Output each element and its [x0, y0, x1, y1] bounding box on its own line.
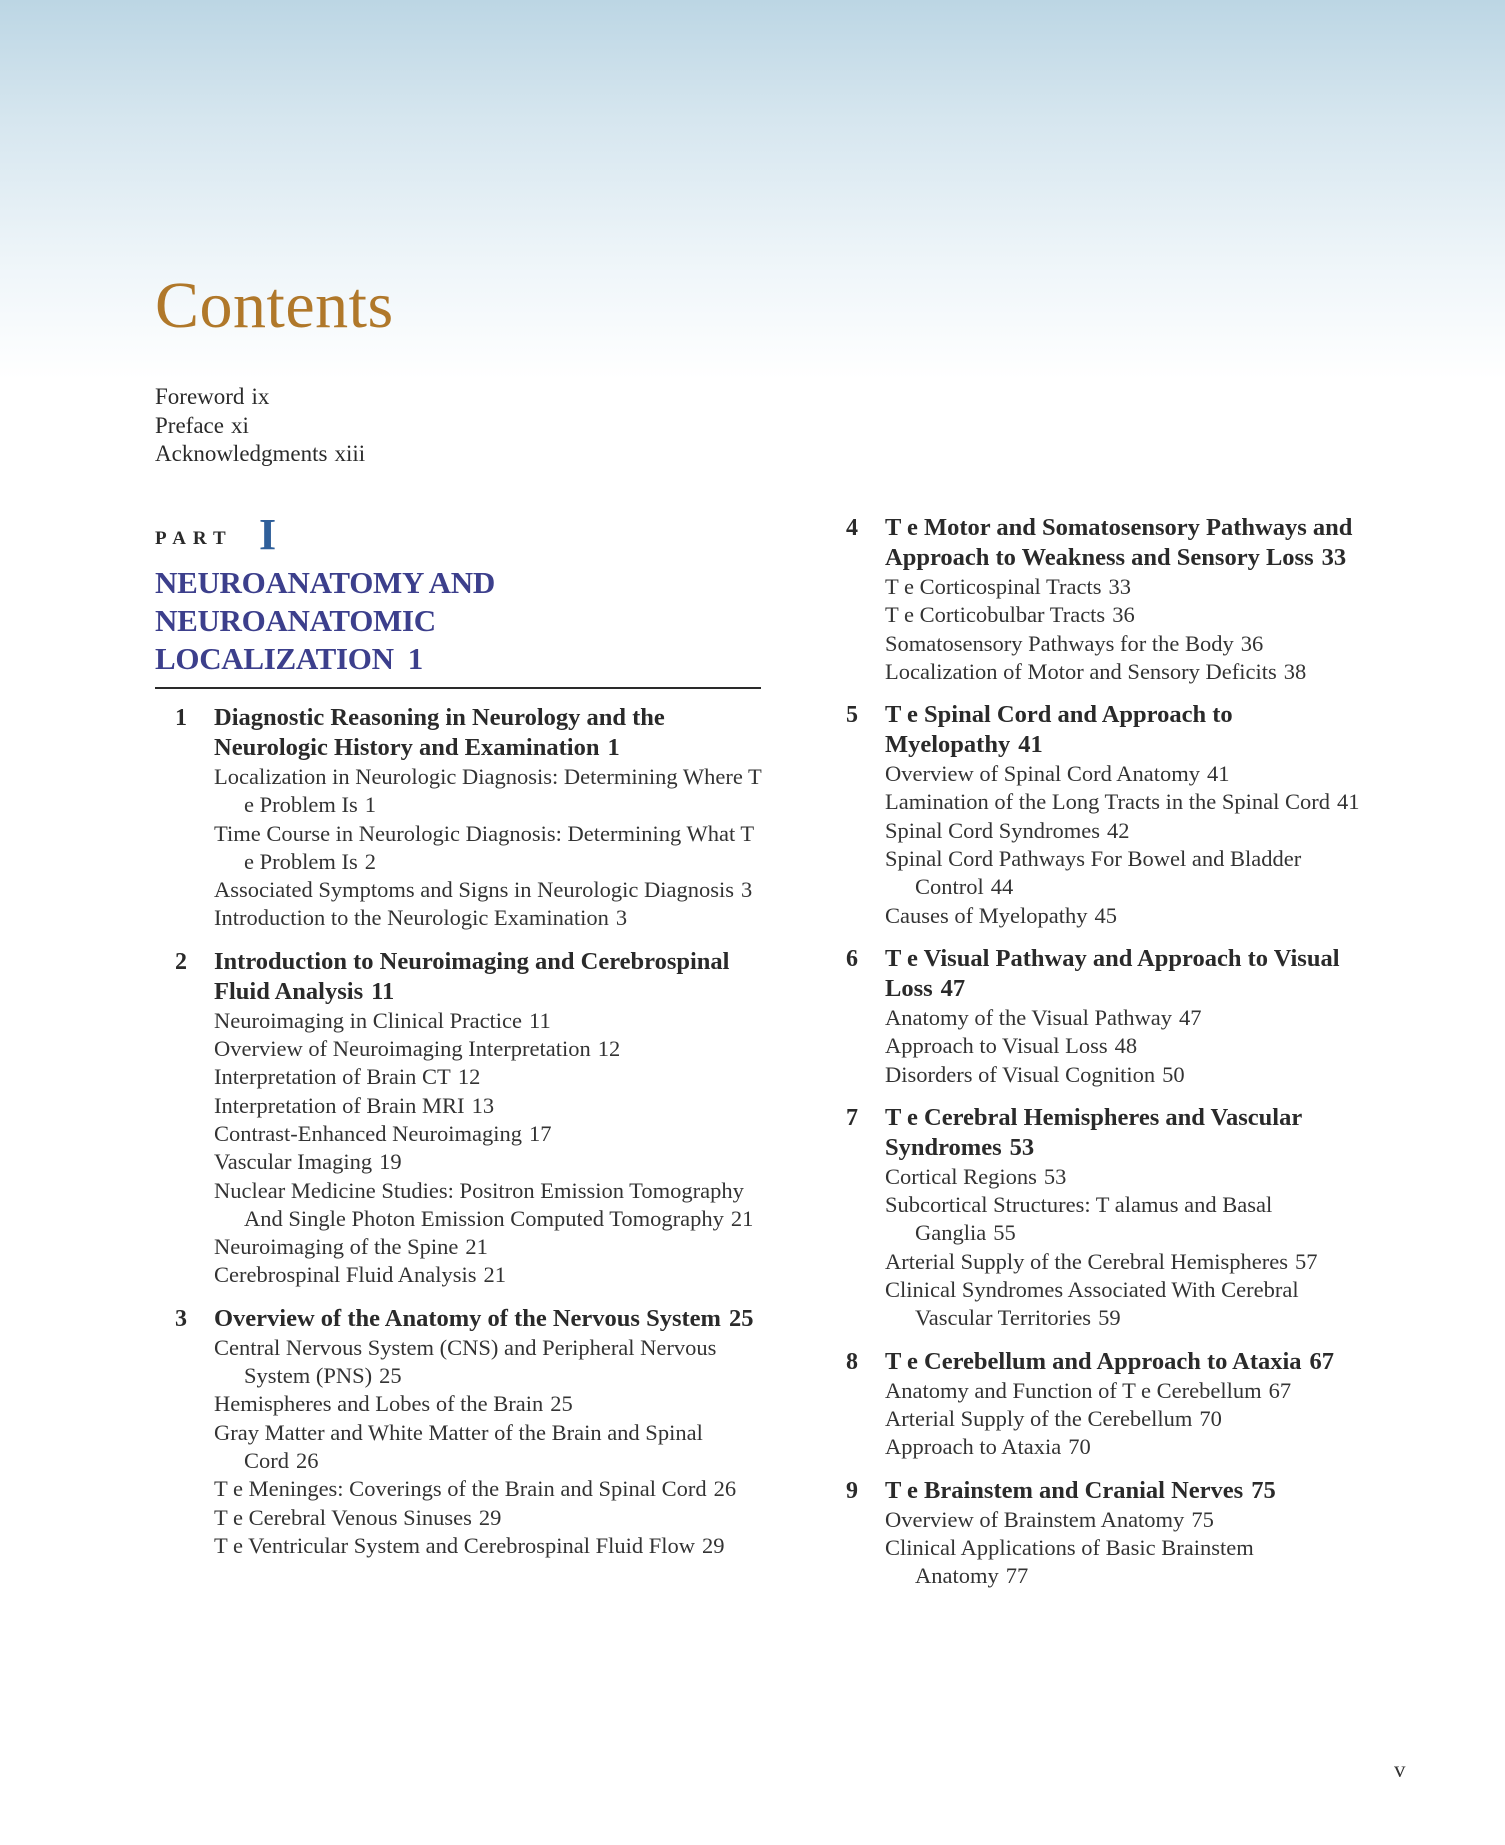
section-page: 70 [1068, 1434, 1091, 1460]
section-title: T e Cerebral Venous Sinuses [214, 1504, 472, 1530]
section-title: Arterial Supply of the Cerebellum [885, 1405, 1193, 1431]
toc-column-right [826, 513, 1366, 1604]
section-page: 3 [615, 905, 628, 931]
chapter-page: 11 [371, 977, 395, 1005]
section-link[interactable] [214, 1233, 765, 1261]
chapter-number: 6 [846, 945, 858, 972]
section-page: 12 [457, 1064, 481, 1090]
section-page: 50 [1162, 1061, 1185, 1087]
front-matter-item-preface[interactable] [155, 412, 365, 441]
section-title: Clinical Applications of Basic Brainstem Anatomy [885, 1534, 1254, 1589]
section-page: 77 [1005, 1563, 1029, 1589]
chapter-page: 33 [1321, 544, 1347, 571]
chapter-title-link[interactable] [214, 947, 765, 1007]
chapter-title: T e Cerebral Hemispheres and Vascular Syndromes [885, 1103, 1302, 1161]
chapter-number: 1 [175, 705, 187, 731]
section-page: 38 [1283, 658, 1307, 684]
section-link[interactable] [885, 630, 1366, 658]
part-title-line: LOCALIZATION [155, 641, 394, 676]
section-page: 67 [1268, 1377, 1292, 1403]
section-link[interactable] [885, 902, 1366, 930]
section-title: Nuclear Medicine Studies: Positron Emission Tomography And Single Photon Emission Computed Tomography [214, 1177, 744, 1231]
chapter-page: 41 [1018, 731, 1043, 759]
part-title-line: NEUROANATOMY AND [155, 565, 495, 600]
front-matter-label: Preface [155, 412, 224, 438]
section-page: 17 [529, 1120, 552, 1146]
chapter-title: T e Motor and Somatosensory Pathways and Approach to Weakness and Sensory Loss [885, 514, 1353, 571]
section-link[interactable] [214, 876, 765, 904]
part-label: PART [155, 528, 233, 549]
chapter-page: 75 [1251, 1476, 1276, 1504]
chapter-number: 8 [846, 1348, 858, 1375]
section-title: Cortical Regions [885, 1163, 1037, 1189]
section-page: 3 [740, 877, 753, 903]
chapter-title-link[interactable] [885, 1103, 1366, 1163]
chapter-entry [155, 703, 765, 933]
section-title: Neuroimaging in Clinical Practice [214, 1007, 523, 1033]
section-page: 29 [701, 1532, 725, 1558]
section-link[interactable] [214, 1390, 765, 1418]
section-link[interactable] [214, 1035, 765, 1063]
section-title: Clinical Syndromes Associated With Cerebral Vascular Territories [885, 1277, 1299, 1331]
chapter-number: 5 [846, 702, 858, 729]
front-matter-page: xi [230, 412, 249, 438]
section-title: Disorders of Visual Cognition [885, 1061, 1156, 1087]
chapter-title-link[interactable] [885, 1476, 1366, 1506]
front-matter-list [155, 383, 365, 469]
section-title: Spinal Cord Pathways For Bowel and Bladder Control [885, 846, 1302, 900]
section-title: Overview of Spinal Cord Anatomy [885, 761, 1200, 787]
section-title: T e Meninges: Coverings of the Brain and Spinal Cord [214, 1476, 707, 1502]
chapter-title: Overview of the Anatomy of the Nervous System [214, 1304, 721, 1332]
section-title: Central Nervous System (CNS) and Peripheral Nervous System (PNS) [214, 1334, 717, 1389]
chapter-number: 7 [846, 1104, 858, 1131]
part-number: I [259, 510, 277, 559]
section-page: 53 [1043, 1163, 1067, 1189]
section-link[interactable] [214, 1120, 765, 1148]
section-link[interactable] [885, 845, 1366, 902]
section-title: Approach to Visual Loss [885, 1033, 1108, 1059]
chapter-title: Introduction to Neuroimaging and Cerebrospinal Fluid Analysis [214, 947, 730, 1005]
part-divider [155, 687, 761, 689]
chapter-title-link[interactable] [885, 1347, 1366, 1377]
section-title: Subcortical Structures: T alamus and Basal Ganglia [885, 1192, 1273, 1246]
section-page: 36 [1240, 630, 1264, 656]
chapter-entry [155, 1304, 765, 1560]
section-link[interactable] [214, 1504, 765, 1532]
chapter-title-link[interactable] [214, 703, 765, 763]
section-link[interactable] [885, 601, 1366, 629]
section-title: Interpretation of Brain CT [214, 1064, 451, 1090]
section-page: 2 [364, 848, 376, 874]
section-link[interactable] [885, 1534, 1366, 1591]
chapter-page: 53 [1009, 1133, 1035, 1161]
chapter-title: T e Spinal Cord and Approach to Myelopathy [885, 701, 1233, 759]
chapter-title: Diagnostic Reasoning in Neurology and the Neurologic History and Examination [214, 704, 665, 761]
page-title: Contents [155, 269, 394, 342]
section-link[interactable] [885, 1163, 1366, 1191]
part-page: 1 [407, 641, 423, 676]
section-title: Contrast-Enhanced Neuroimaging [214, 1120, 523, 1146]
section-title: Lamination of the Long Tracts in the Spinal Cord [885, 789, 1330, 815]
part-title[interactable] [155, 564, 495, 678]
section-page: 45 [1094, 902, 1117, 928]
front-matter-page: xiii [334, 441, 366, 466]
section-link[interactable] [885, 1276, 1366, 1333]
page-number: v [1394, 1757, 1406, 1782]
section-page: 47 [1178, 1004, 1202, 1030]
front-matter-item-acknowledgments[interactable] [155, 440, 365, 469]
section-title: Overview of Neuroimaging Interpretation [214, 1036, 591, 1062]
section-page: 57 [1295, 1248, 1318, 1274]
section-link[interactable] [885, 1191, 1366, 1248]
chapter-page: 25 [728, 1304, 754, 1332]
section-title: Approach to Ataxia [885, 1434, 1062, 1460]
section-page: 12 [597, 1036, 621, 1062]
section-page: 21 [730, 1205, 754, 1231]
section-title: Introduction to the Neurologic Examination [214, 905, 609, 931]
section-title: Causes of Myelopathy [885, 902, 1088, 928]
chapter-entry [826, 513, 1366, 686]
chapter-title: T e Brainstem and Cranial Nerves [885, 1476, 1244, 1504]
section-page: 33 [1108, 574, 1131, 599]
section-page: 21 [465, 1234, 488, 1260]
section-title: Localization in Neurologic Diagnosis: Determining Where T e Problem Is [214, 764, 762, 818]
section-page: 41 [1206, 761, 1230, 787]
chapter-entry [826, 1347, 1366, 1462]
chapter-title-link[interactable] [885, 944, 1366, 1004]
chapter-page: 67 [1309, 1347, 1335, 1375]
chapter-page: 1 [607, 734, 620, 761]
front-matter-page: ix [251, 384, 270, 409]
section-page: 59 [1098, 1305, 1121, 1331]
section-link[interactable] [885, 760, 1366, 788]
section-link[interactable] [214, 1334, 765, 1391]
section-page: 70 [1199, 1405, 1222, 1431]
chapter-title-link[interactable] [885, 513, 1366, 573]
section-title: Arterial Supply of the Cerebral Hemispheres [885, 1248, 1289, 1274]
section-link[interactable] [214, 763, 765, 820]
section-link[interactable] [214, 1419, 765, 1476]
chapter-page: 47 [940, 974, 966, 1002]
section-title: Neuroimaging of the Spine [214, 1234, 459, 1260]
section-link[interactable] [214, 1148, 765, 1176]
section-link[interactable] [885, 1004, 1366, 1032]
section-link[interactable] [214, 1177, 765, 1234]
section-title: Vascular Imaging [214, 1149, 373, 1175]
section-link[interactable] [885, 1405, 1366, 1433]
section-title: T e Ventricular System and Cerebrospinal Fluid Flow [214, 1532, 695, 1558]
toc-column-left [155, 703, 765, 1574]
chapter-number: 3 [175, 1305, 187, 1332]
chapter-entry [826, 700, 1366, 930]
section-link[interactable] [885, 1032, 1366, 1060]
section-link[interactable] [885, 817, 1366, 845]
chapter-entry [826, 944, 1366, 1089]
section-page: 25 [379, 1363, 402, 1389]
section-title: Anatomy and Function of T e Cerebellum [885, 1377, 1262, 1403]
section-page: 48 [1114, 1033, 1138, 1059]
section-link[interactable] [214, 1063, 765, 1091]
section-page: 19 [379, 1149, 402, 1175]
section-page: 41 [1336, 789, 1360, 815]
front-matter-item-foreword[interactable] [155, 383, 365, 412]
section-title: Interpretation of Brain MRI [214, 1092, 465, 1118]
section-title: Time Course in Neurologic Diagnosis: Determining What T e Problem Is [214, 820, 754, 874]
section-page: 13 [471, 1092, 495, 1118]
chapter-number: 9 [846, 1477, 858, 1504]
section-link[interactable] [885, 1506, 1366, 1534]
section-title: Associated Symptoms and Signs in Neurologic Diagnosis [214, 877, 734, 903]
part-title-line: NEUROANATOMIC [155, 603, 436, 638]
section-title: Localization of Motor and Sensory Deficits [885, 658, 1277, 684]
section-page: 29 [478, 1504, 502, 1530]
section-page: 1 [364, 792, 376, 818]
section-title: Anatomy of the Visual Pathway [885, 1004, 1172, 1030]
section-link[interactable] [885, 1248, 1366, 1276]
chapter-number: 4 [846, 515, 858, 541]
front-matter-label: Acknowledgments [155, 441, 328, 466]
section-link[interactable] [214, 1007, 765, 1035]
section-page: 75 [1191, 1506, 1214, 1532]
chapter-entry [155, 947, 765, 1290]
section-page: 44 [990, 874, 1014, 900]
section-link[interactable] [214, 1092, 765, 1120]
section-title: T e Corticobulbar Tracts [885, 602, 1106, 628]
chapter-entry [826, 1103, 1366, 1333]
section-link[interactable] [214, 1532, 765, 1560]
section-link[interactable] [214, 1475, 765, 1503]
section-page: 36 [1112, 602, 1135, 628]
chapter-title: T e Cerebellum and Approach to Ataxia [885, 1347, 1302, 1375]
section-page: 11 [529, 1007, 551, 1033]
section-page: 25 [550, 1391, 573, 1417]
section-page: 26 [713, 1476, 737, 1502]
section-link[interactable] [885, 788, 1366, 816]
section-link[interactable] [885, 573, 1366, 601]
section-title: Somatosensory Pathways for the Body [885, 630, 1234, 656]
section-title: Gray Matter and White Matter of the Brain and Spinal Cord [214, 1419, 703, 1473]
section-page: 55 [993, 1220, 1016, 1246]
section-link[interactable] [214, 904, 765, 932]
section-link[interactable] [885, 1061, 1366, 1089]
section-page: 26 [296, 1447, 319, 1473]
section-link[interactable] [214, 820, 765, 877]
chapter-number: 2 [175, 948, 187, 975]
section-title: T e Corticospinal Tracts [885, 574, 1102, 599]
section-title: Spinal Cord Syndromes [885, 817, 1101, 843]
chapter-title-link[interactable] [885, 700, 1366, 760]
section-link[interactable] [214, 1261, 765, 1289]
chapter-entry [826, 1476, 1366, 1591]
section-page: 42 [1107, 817, 1130, 843]
section-link[interactable] [885, 658, 1366, 686]
section-link[interactable] [885, 1433, 1366, 1461]
chapter-title-link[interactable] [214, 1304, 765, 1334]
section-title: Overview of Brainstem Anatomy [885, 1506, 1185, 1532]
section-title: Hemispheres and Lobes of the Brain [214, 1391, 544, 1417]
section-link[interactable] [885, 1377, 1366, 1405]
chapter-title: T e Visual Pathway and Approach to Visual Loss [885, 944, 1340, 1002]
front-matter-label: Foreword [155, 384, 245, 409]
section-page: 21 [483, 1262, 506, 1288]
section-title: Cerebrospinal Fluid Analysis [214, 1262, 477, 1288]
